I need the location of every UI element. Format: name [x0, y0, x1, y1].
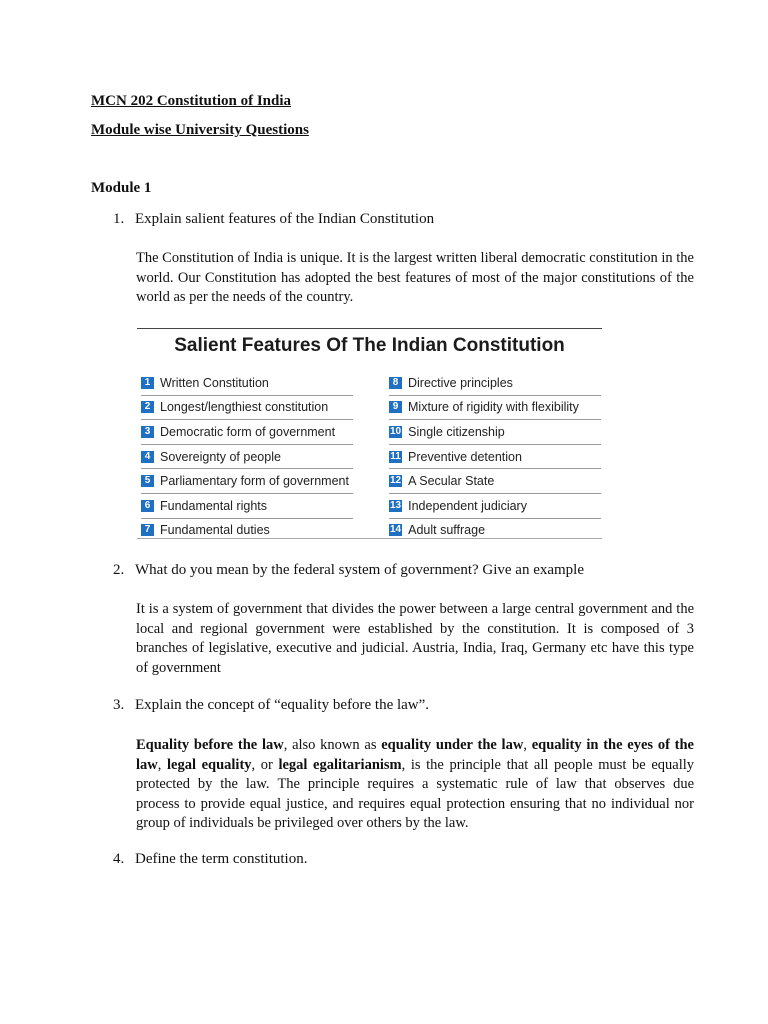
feature-item	[141, 371, 353, 396]
feature-number: 14	[390, 524, 402, 536]
question-number: 1.	[113, 211, 125, 227]
module-heading: Module 1	[91, 180, 152, 196]
question-1	[113, 211, 434, 228]
question-text: Explain the concept of “equality before the law”.	[135, 697, 430, 713]
feature-label: Mixture of rigidity with flexibility	[408, 400, 579, 415]
feature-label: Fundamental duties	[160, 523, 270, 538]
feature-number: 3	[141, 426, 154, 438]
feature-number: 11	[390, 450, 401, 462]
figure-title: Salient Features Of The Indian Constitution	[174, 335, 565, 356]
feature-item	[141, 469, 353, 494]
feature-number: 1	[141, 377, 154, 389]
feature-item	[141, 396, 353, 421]
feature-label: Independent judiciary	[408, 498, 527, 513]
feature-item	[141, 420, 353, 445]
question-2	[113, 562, 584, 579]
feature-number: 5	[141, 475, 154, 487]
question-number: 2.	[113, 562, 125, 578]
feature-number: 12	[390, 475, 402, 487]
bold-term: legal equality	[166, 756, 252, 773]
answer-3	[136, 736, 694, 834]
page-subtitle: Module wise University Questions	[91, 122, 309, 138]
feature-label: Fundamental rights	[160, 498, 268, 513]
feature-item	[389, 494, 601, 519]
bold-term: legal egalitarianism	[278, 756, 402, 773]
question-text: Define the term constitution.	[135, 851, 308, 867]
bold-term: equality under the law	[381, 737, 524, 753]
feature-label: Single citizenship	[408, 424, 505, 439]
feature-item	[389, 469, 601, 494]
question-number: 4.	[113, 851, 125, 867]
feature-number: 7	[141, 524, 154, 536]
feature-label: Longest/lengthiest constitution	[160, 400, 329, 415]
answer-text: , or	[251, 756, 279, 773]
question-3	[113, 697, 429, 714]
bold-term: Equality before the law	[136, 737, 284, 753]
feature-label: Democratic form of government	[160, 424, 336, 439]
feature-label: Written Constitution	[160, 375, 269, 390]
feature-label: Sovereignty of people	[160, 449, 281, 464]
feature-label: Adult suffrage	[408, 523, 486, 538]
answer-text: , is the principle that all people must be equally protected by the law. The principle requires a systematic rule of law that observes due process to provide equal justice, and requires equal protection ensuring that no individual nor group of individuals be privileged over others by the law.	[136, 756, 695, 831]
course-title: MCN 202 Constitution of India	[91, 93, 292, 109]
feature-item	[389, 420, 601, 445]
feature-number: 6	[141, 500, 154, 512]
bold-term: equality in the eyes of the law	[136, 737, 694, 773]
answer-2: It is a system of government that divides the power between a large central government and the local and regional government were established by the constitution. It is composed of 3 branches of legislative, executive and judicial. Austria, India, Iraq, Germany etc have this type of government	[136, 601, 694, 676]
feature-number: 2	[141, 401, 154, 413]
feature-number: 13	[390, 499, 402, 511]
feature-number: 8	[389, 377, 402, 389]
answer-text: ,	[157, 756, 167, 773]
feature-item	[389, 519, 601, 543]
features-right-column	[389, 371, 601, 542]
feature-item	[389, 445, 601, 470]
answer-text: ,	[523, 737, 532, 753]
feature-item	[141, 494, 353, 519]
question-number: 3.	[113, 697, 125, 713]
question-text: What do you mean by the federal system of government? Give an example	[135, 562, 585, 578]
question-4	[113, 851, 307, 868]
feature-label: Directive principles	[408, 375, 513, 390]
feature-item	[141, 445, 353, 470]
feature-label: Preventive detention	[408, 449, 522, 464]
salient-features-figure	[137, 328, 602, 539]
features-left-column	[141, 371, 353, 542]
answer-1: The Constitution of India is unique. It is the largest written liberal democratic constitution in the world. Our Constitution has adopted the best features of most of the major constitutions of the world as per the needs of the country.	[136, 250, 694, 305]
feature-number: 9	[389, 401, 402, 413]
feature-item	[389, 371, 601, 396]
feature-item	[141, 519, 353, 543]
feature-number: 4	[141, 451, 154, 463]
feature-number: 10	[390, 425, 402, 437]
feature-label: A Secular State	[408, 474, 495, 489]
question-text: Explain salient features of the Indian Constitution	[135, 211, 435, 227]
feature-label: Parliamentary form of government	[160, 474, 349, 489]
answer-text: , also known as	[283, 737, 382, 753]
feature-item	[389, 396, 601, 421]
